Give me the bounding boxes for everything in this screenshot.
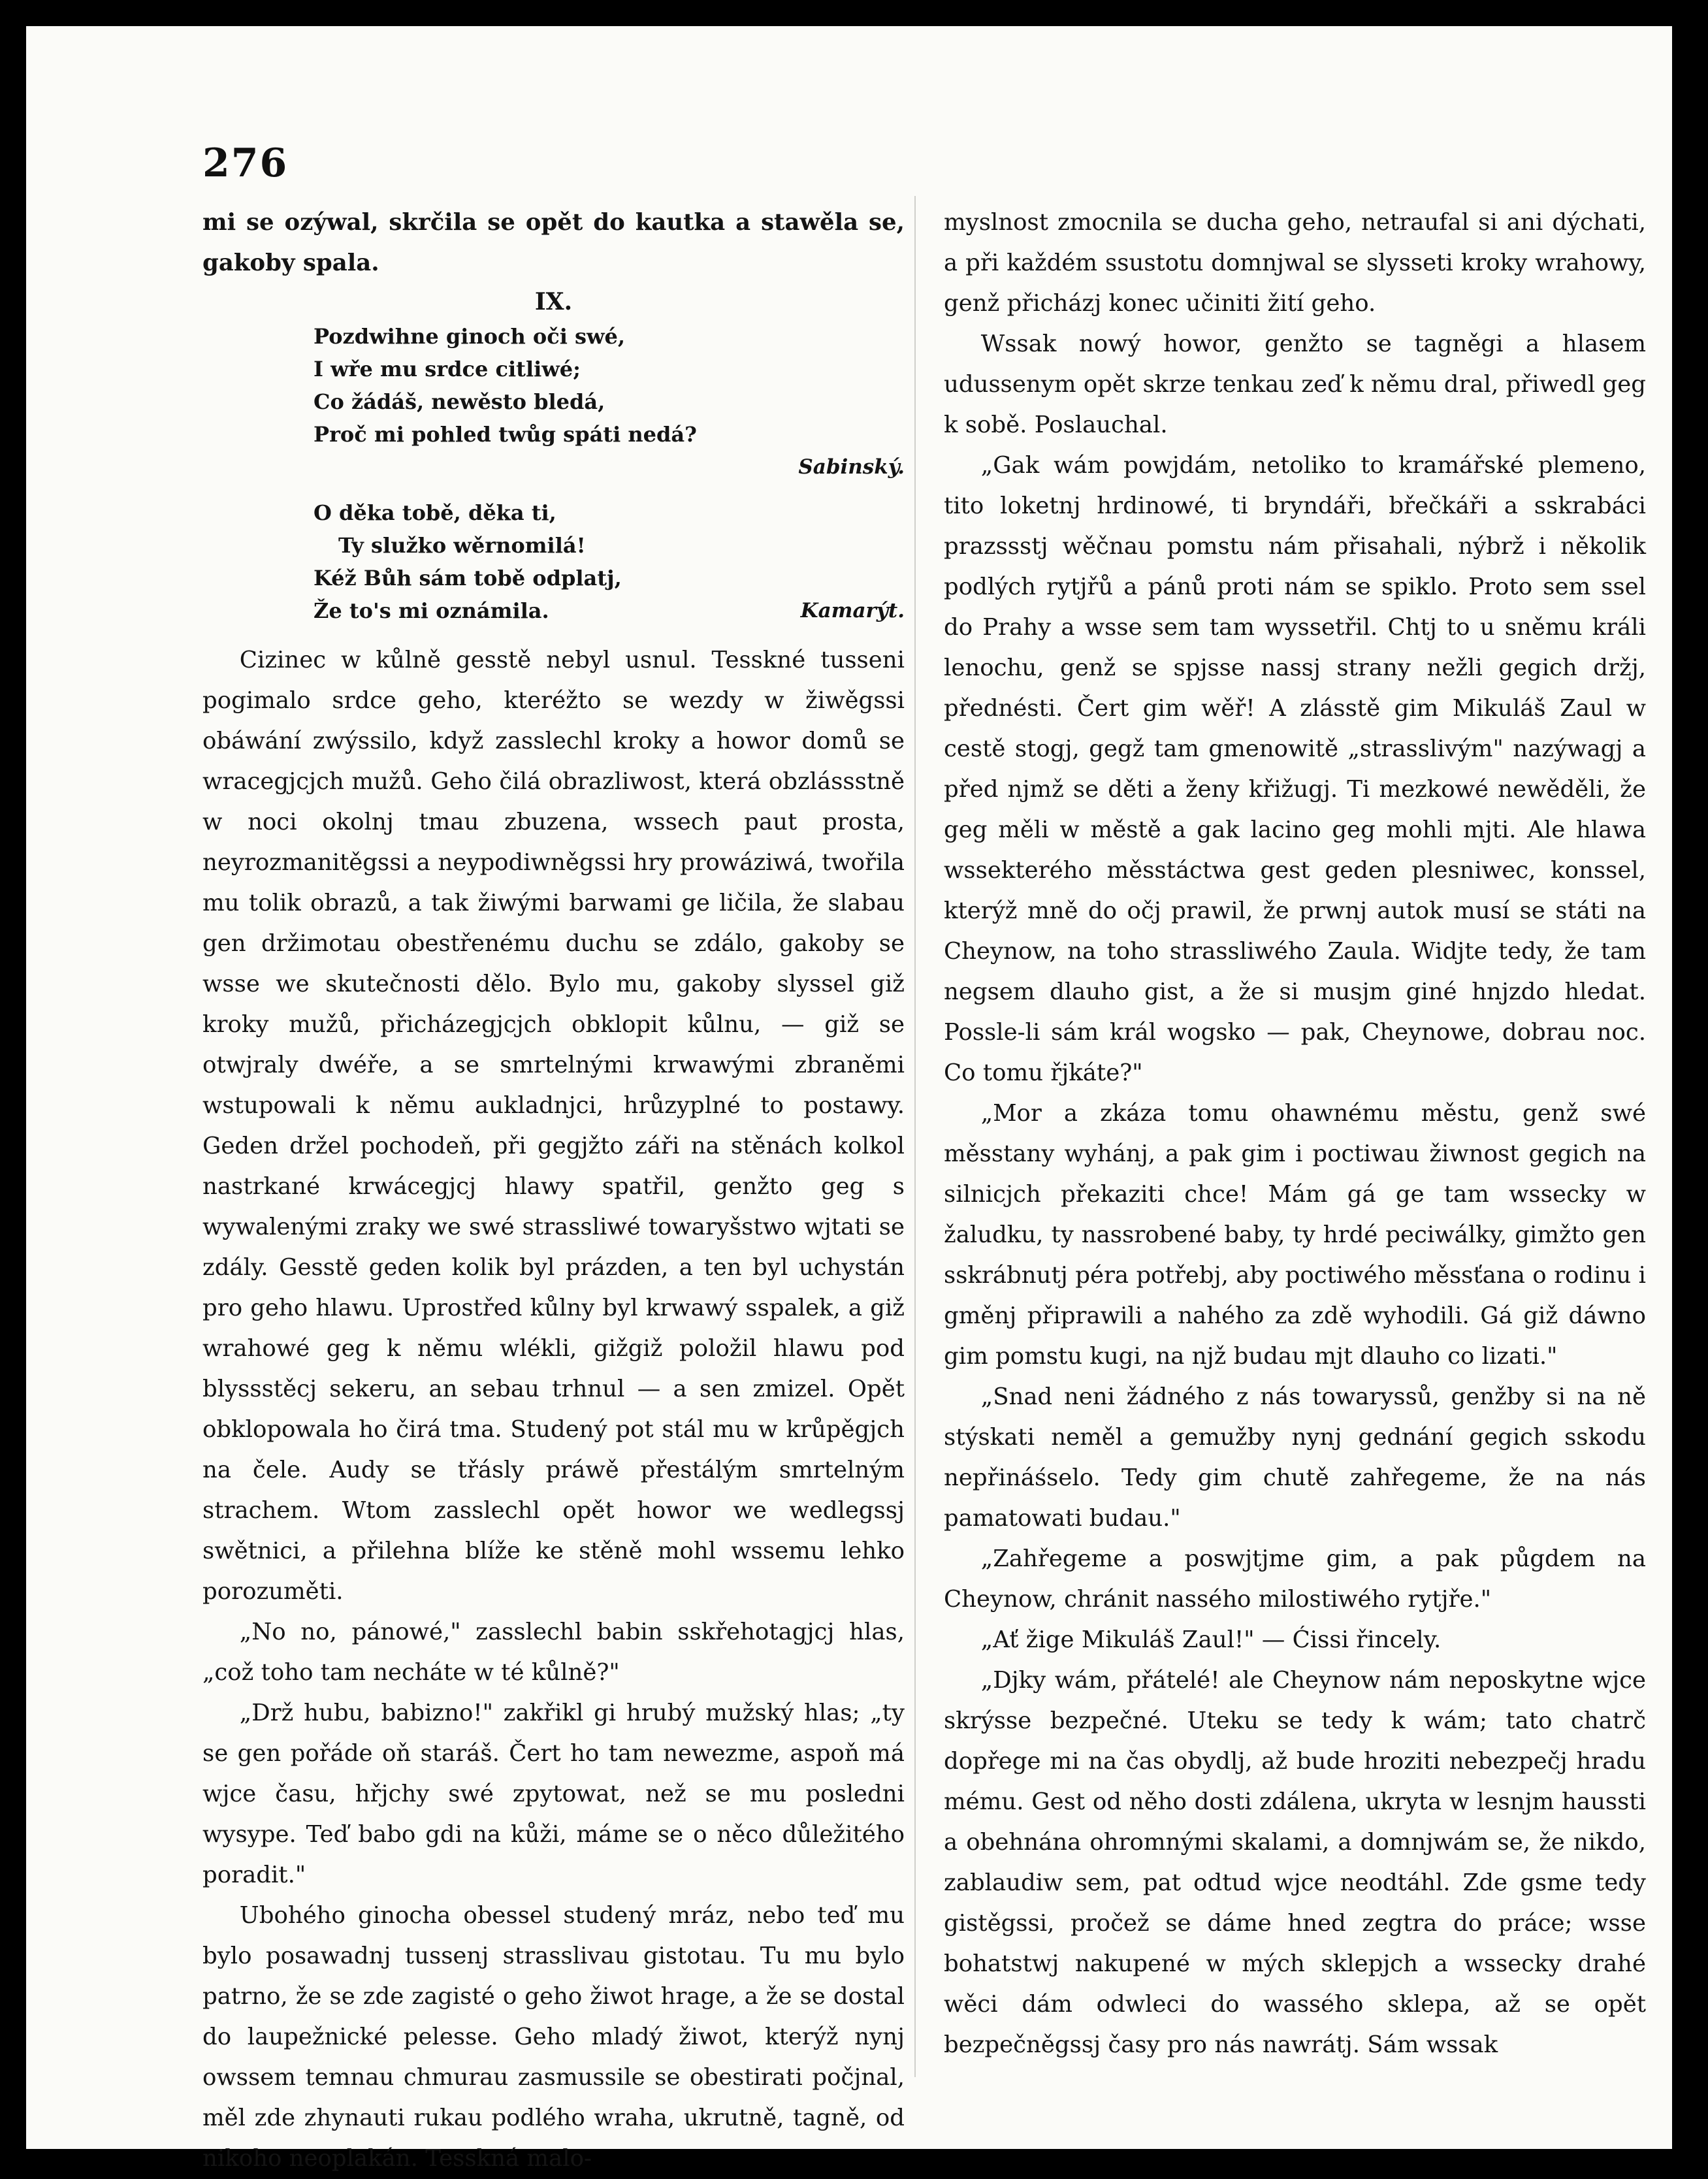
paragraph: myslnost zmocnila se ducha geho, netraufal si ani dýchati, a při každém ssustotu domnjwal se slysseti kroky wrahowy, genž přicházj konec učiniti žití geho. (944, 209, 1646, 317)
poem-sabinsky (202, 320, 905, 483)
document-page (26, 26, 1672, 2172)
page-number: 276 (202, 140, 289, 186)
poem-kamaryt (202, 496, 905, 627)
poem-line: Proč mi pohled twůg spáti nedá? (314, 422, 697, 447)
poem-line: O děka tobě, děka ti, (314, 500, 556, 525)
paragraph: „Drž hubu, babizno!" zakřikl gi hrubý mužský hlas; „ty se gen pořáde oň staráš. Čert ho tam newezme, aspoň má wjce času, hřjchy swé zpytowat, než se mu posledni wysype. Teď babo gdi na kůži, máme se o něco důležitého poradit." (202, 1700, 905, 1888)
poem-line: Pozdwihne ginoch oči swé, (314, 324, 626, 349)
right-column (944, 202, 1646, 2065)
poem-line: Že to's mi oznámila. (314, 598, 549, 623)
poem-author: Sabinský. (798, 455, 905, 479)
paragraph: „Gak wám powjdám, netoliko to kramářské plemeno, tito loketnj hrdinowé, ti bryndáři, břečkáři a sskrabáci prazssstj wěčnau pomstu nám přisahali, nýbrž i několik podlých rytjřů a pánů proti nám se spiklo. Proto sem ssel do Prahy a wsse sem tam wyssetřil. Chtj to u sněmu králi lenochu, genž se spjsse nassj strany nežli gegich držj, přednésti. Čert gim wěř! A zlásstě gim Mikuláš Zaul w cestě stogj, gegž tam gmenowitě „strasslivým" nazýwagj a před njmž se děti a ženy křižugj. Ti mezkowé newěděli, že geg měli w městě a gak lacino geg mohli mjti. Ale hlawa wssekterého měsstáctwa gest geden plesniwec, konssel, kterýž mně do očj prawil, že prwnj autok musí se státi na Cheynow, na toho strassliwého Zaula. Widjte tedy, že tam negsem dlauho gist, a že si musjm giné hnjzdo hledat. Possle-li sám král wogsko — pak, Cheynowe, dobrau noc. Co tomu řjkáte?" (944, 452, 1646, 1086)
column-gutter (914, 196, 916, 2077)
section-heading: IX. (534, 288, 573, 315)
paragraph: „Djky wám, přátelé! ale Cheynow nám neposkytne wjce skrýsse bezpečné. Uteku se tedy k wám; tato chatrč dopřege mi na čas obydlj, až bude hroziti nebezpečj hradu mému. Gest od něho dosti zdálena, ukryta w lesnjm haussti a obehnána ohromnými skalami, a domnjwám se, že nikdo, zablaudiw sem, pat odtud wjce neodtáhl. Zde gsme tedy gistěgssi, pročež se dáme hned zegtra do práce; wsse bohatstwj nakupené w mých sklepjch a wssecky drahé wěci dám odwleci do wassého sklepa, až se opět bezpečněgssj časy pro nás nawrátj. Sám wssak (944, 1667, 1646, 2058)
poem-line: I wře mu srdce citliwé; (314, 357, 581, 381)
paragraph: Ubohého ginocha obessel studený mráz, nebo teď mu bylo posawadnj tussenj strasslivau gistotau. Tu mu bylo patrno, že se zde zagisté o geho žiwot hrage, a že se dostal do laupežnické pelesse. Geho mladý žiwot, kterýž nynj owssem temnau chmurau zasmussile se obestirati počjnal, měl zde zhynauti rukau podlého wraha, ukrutně, tagně, od nikoho neoplakán. Tesskná malo- (202, 1902, 905, 2172)
paragraph: „Ať žige Mikuláš Zaul!" — Ćissi řincely. (980, 1626, 1442, 1653)
poem-line: Kéž Bůh sám tobě odplatj, (314, 566, 622, 590)
opening-paragraph: mi se ozýwal, skrčila se opět do kautka a stawěla se, gakoby spala. (202, 209, 905, 276)
poem-line: Ty služko wěrnomilá! (338, 533, 586, 558)
paragraph: „Zahřegeme a poswjtjme gim, a pak půgdem na Cheynow, chránit nassého milostiwého rytjře." (944, 1545, 1646, 1613)
paragraph: Wssak nowý howor, genžto se tagněgi a hlasem udussenym opět skrze tenkau zeď k němu dral, přiwedl geg k sobě. Poslauchal. (944, 331, 1646, 438)
paragraph: „No no, pánowé," zasslechl babin sskřehotagjcj hlas, „což toho tam necháte w té kůlně?" (202, 1619, 905, 1686)
paragraph: Cizinec w kůlně gesstě nebyl usnul. Tesskné tusseni pogimalo srdce geho, kteréžto se wezdy w žiwěgssi obáwání zwýssilo, když zasslechl kroky a howor domů se wracegjcjch mužů. Geho čilá obrazliwost, která obzlássstně w noci okolnj tmau zbuzena, wssech paut prosta, neyrozmanitěgssi a neypodiwněgssi hry prowáziwá, twořila mu tolik obrazů, a tak žiwými barwami ge ličila, že slabau gen držimotau obestřenému duchu se zdálo, gakoby se wsse we skutečnosti dělo. Bylo mu, gakoby slyssel giž kroky mužů, přicházegjcjch obklopit kůlnu, — giž se otwjraly dwéře, a se smrtelnými krwawými zbraněmi wstupowali k němu aukladnjci, hrůzyplné to postawy. Geden držel pochodeň, při gegjžto záři na stěnách kolkol nastrkané krwácegjcj hlawy spatřil, genžto geg s wywalenými zraky we swé strassliwé towaryšstwo wjtati se zdály. Gesstě geden kolik byl prázden, a ten byl uchystán pro geho hlawu. Uprostřed kůlny byl krwawý sspalek, a giž wrahowé geg k němu wlékli, gižgiž položil hlawu pod blyssstěcj sekeru, an sebau trhnul — a sen zmizel. Opět obklopowala ho čirá tma. Studený pot stál mu w krůpěgjch na čele. Audy se třásly práwě přestálým smrtelným strachem. Wtom zasslechl opět howor we wedlegssj swětnici, a přilehna blíže ke stěně mohl wssemu lehko porozuměti. (202, 647, 905, 1605)
left-column (202, 202, 905, 2179)
poem-author: Kamarýt. (800, 599, 905, 622)
paragraph: „Snad neni žádného z nás towaryssů, genžby si na ně stýskati neměl a gemužby nynj gednání gegich sskodu nepřináśselo. Tedy gim chutě zahřegeme, že na nás pamatowati budau." (944, 1383, 1646, 1532)
paragraph: „Mor a zkáza tomu ohawnému městu, genž swé měsstany wyhánj, a pak gim i poctiwau žiwnost gegich na silnicjch překaziti chce! Mám gá ge tam wssecky w žaludku, ty nassrobené baby, ty hrdé peciwálky, gimžto gen sskrábnutj péra potřebj, aby poctiwého měssťana o rodinu i gměnj připrawili a nahého za zdě wyhodili. Gá giž dáwno gim pomstu kugi, na njž budau mjt dlauho co lizati." (944, 1100, 1646, 1370)
poem-line: Co žádáš, newěsto bledá, (314, 389, 605, 414)
